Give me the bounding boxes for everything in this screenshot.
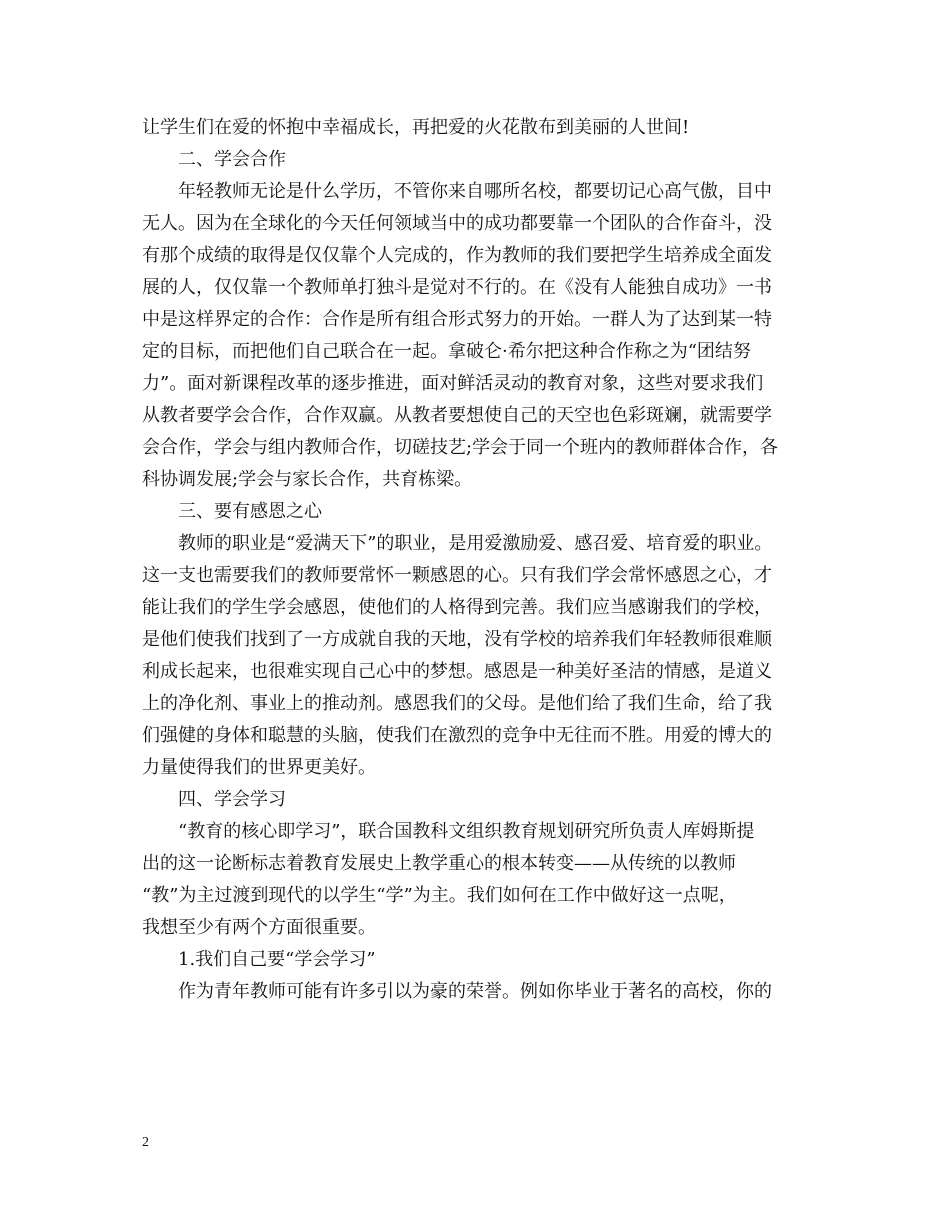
text-line: 1.我们自己要“学会学习” <box>178 949 376 970</box>
text-line: 定的目标，而把他们自己联合在一起。拿破仑·希尔把这种合作称之为“团结努 <box>142 341 751 362</box>
text-line: 出的这一论断标志着教育发展史上教学重心的根本转变——从传统的以教师 <box>142 853 736 874</box>
page-number: 2 <box>142 1135 149 1150</box>
text-line: 们强健的身体和聪慧的头脑，使我们在激烈的竞争中无往而不胜。用爱的博大的 <box>142 725 772 746</box>
text-line: 从教者要学会合作，合作双赢。从教者要想使自己的天空也色彩斑斓，就需要学 <box>142 405 772 426</box>
text-line: “教育的核心即学习”，联合国教科文组织教育规划研究所负责人库姆斯提 <box>178 821 755 842</box>
text-line: “教”为主过渡到现代的以学生“学”为主。我们如何在工作中做好这一点呢， <box>142 885 737 906</box>
text-line: 我想至少有两个方面很重要。 <box>142 917 376 938</box>
text-line: 年轻教师无论是什么学历，不管你来自哪所名校，都要切记心高气傲，目中 <box>178 181 772 202</box>
text-line: 是他们使我们找到了一方成就自我的天地，没有学校的培养我们年轻教师很难顺 <box>142 629 772 650</box>
text-line: 会合作，学会与组内教师合作，切磋技艺;学会于同一个班内的教师群体合作，各 <box>142 437 779 458</box>
text-line: 力”。面对新课程改革的逐步推进，面对鲜活灵动的教育对象，这些对要求我们 <box>142 373 764 394</box>
text-line: 利成长起来，也很难实现自己心中的梦想。感恩是一种美好圣洁的情感，是道义 <box>142 661 772 682</box>
text-line: 二、学会合作 <box>178 149 286 170</box>
text-line: 能让我们的学生学会感恩，使他们的人格得到完善。我们应当感谢我们的学校， <box>142 597 772 618</box>
text-line: 四、学会学习 <box>178 789 286 810</box>
document-body <box>142 112 822 1008</box>
text-line: 科协调发展;学会与家长合作，共育栋梁。 <box>142 469 473 490</box>
text-line: 中是这样界定的合作：合作是所有组合形式努力的开始。一群人为了达到某一特 <box>142 309 772 330</box>
text-line: 无人。因为在全球化的今天任何领域当中的成功都要靠一个团队的合作奋斗，没 <box>142 213 772 234</box>
text-line: 三、要有感恩之心 <box>178 501 322 522</box>
text-line: 力量使得我们的世界更美好。 <box>142 757 376 778</box>
text-line: 作为青年教师可能有许多引以为豪的荣誉。例如你毕业于著名的高校，你的 <box>178 981 772 1002</box>
text-line: 教师的职业是“爱满天下”的职业，是用爱激励爱、感召爱、培育爱的职业。 <box>178 533 773 554</box>
text-line: 展的人，仅仅靠一个教师单打独斗是觉对不行的。在《没有人能独自成功》一书 <box>142 277 772 298</box>
text-line: 这一支也需要我们的教师要常怀一颗感恩的心。只有我们学会常怀感恩之心，才 <box>142 565 772 586</box>
text-line: 让学生们在爱的怀抱中幸福成长，再把爱的火花散布到美丽的人世间! <box>142 117 690 138</box>
text-line: 有那个成绩的取得是仅仅靠个人完成的，作为教师的我们要把学生培养成全面发 <box>142 245 772 266</box>
text-line: 上的净化剂、事业上的推动剂。感恩我们的父母。是他们给了我们生命，给了我 <box>142 693 772 714</box>
